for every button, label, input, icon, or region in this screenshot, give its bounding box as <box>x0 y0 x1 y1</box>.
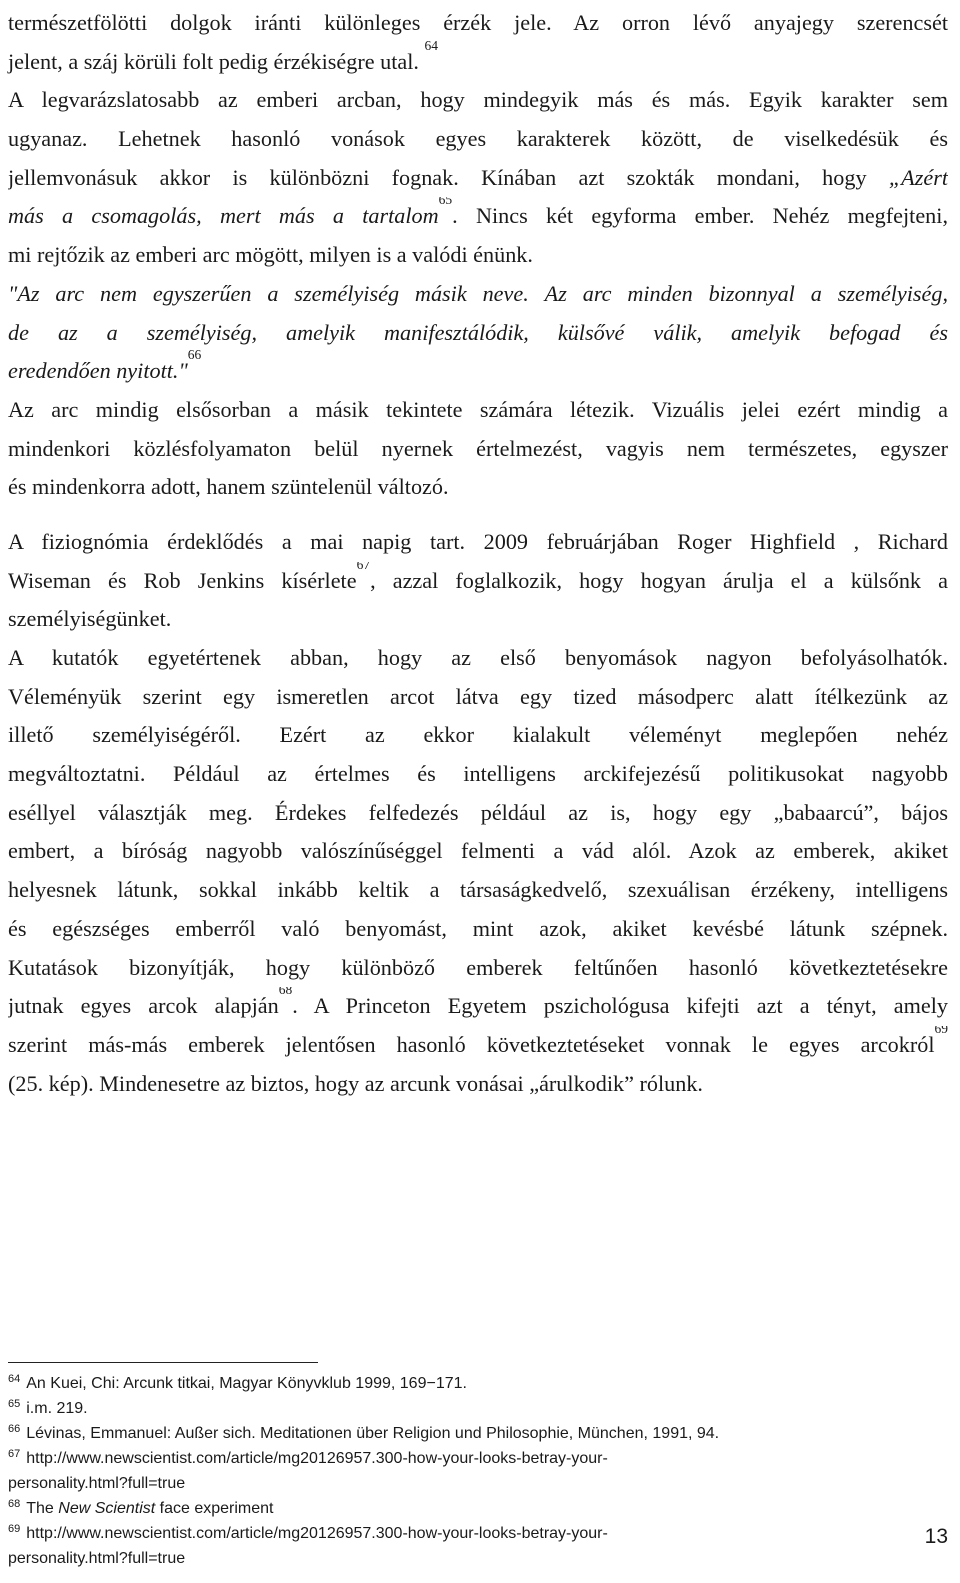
text-line <box>8 275 948 314</box>
footnote <box>8 1371 948 1396</box>
footnote-ref: 64 <box>424 37 438 53</box>
footnote-text: An Kuei, Chi: Arcunk titkai, Magyar Könyvklub 1999, 169−171. <box>26 1375 467 1392</box>
quote-open: „Azért <box>888 164 948 190</box>
text-line <box>8 910 948 949</box>
text-line <box>8 159 948 198</box>
line-text: embert, a bíróság nagyobb valószínűséggel felmenti a vád alól. Azok az emberek, akiket <box>8 838 948 864</box>
text-line <box>8 468 948 507</box>
footnote-ref: 65 <box>438 197 453 208</box>
footnote-number: 69 <box>8 1523 21 1535</box>
text-line <box>8 197 948 236</box>
footnote-link[interactable]: http://www.newscientist.com/article/mg20126957.300-how-your-looks-betray-your- <box>26 1450 608 1467</box>
text-line <box>8 37 948 82</box>
line-text: természetfölötti dolgok iránti különleges érzék jele. Az orron lévő anyajegy szerencsét <box>8 10 948 35</box>
line-text: mi rejtőzik az emberi arc mögött, milyen is a valódi énünk. <box>8 242 533 268</box>
text-line <box>8 678 948 717</box>
line-text: szerint más-más emberek jelentősen hasonló következtetéseket vonnak le egyes arcokról$^{69}$ <box>8 1032 948 1057</box>
line-text: és mindenkorra adott, hanem szüntelenül változó. <box>8 474 449 500</box>
body-text <box>8 0 948 1103</box>
line-text: "Az arc nem egyszerűen a személyiség másik neve. Az arc minden bizonnyal a személyiség, <box>8 280 948 306</box>
footnote-number: 65 <box>8 1398 21 1410</box>
text-line <box>8 755 948 794</box>
text-line <box>8 1026 948 1065</box>
line-text: jutnak egyes arcok alapján$^{68}$. A Princeton Egyetem pszichológusa kifejti azt a tényt, amely <box>8 993 948 1018</box>
footnote <box>8 1521 948 1546</box>
text-line <box>8 832 948 871</box>
line-text: személyiségünket. <box>8 606 172 632</box>
line-text: ugyanaz. Lehetnek hasonló vonások egyes karakterek között, de viselkedésük és <box>8 126 948 152</box>
text-line <box>8 120 948 159</box>
text-line <box>8 987 948 1026</box>
footnote-ref: 69 <box>934 1025 948 1036</box>
line-text: A legvarázslatosabb az emberi arcban, hogy mindegyik más és más. Egyik karakter sem <box>8 87 948 113</box>
line-text: Véleményük szerint egy ismeretlen arcot látva egy tized másodperc alatt ítélkezünk az <box>8 683 948 709</box>
footnote-text: i.m. 219. <box>26 1400 88 1417</box>
footnote-title: New Scientist <box>58 1500 156 1517</box>
line-text: helyesnek látunk, sokkal inkább keltik a társaságkedvelő, szexuálisan érzékeny, intelligens <box>8 877 948 903</box>
line-text: más a csomagolás, mert más a tartalom$^{65}$. Nincs két egyforma ember. Nehéz megfejteni, <box>8 203 948 228</box>
footnote-number: 66 <box>8 1423 21 1435</box>
footnote-number: 67 <box>8 1448 21 1460</box>
line-text: Az arc mindig elsősorban a másik tekintete számára létezik. Vizuális jelei ezért mindig a <box>8 396 948 422</box>
text-line <box>8 716 948 755</box>
line-text: eredendően nyitott."$^{66}$ <box>8 347 202 384</box>
line-text: Kutatások bizonyítják, hogy különböző emberek feltűnően hasonló következtetésekre <box>8 954 948 980</box>
text-line <box>8 236 948 275</box>
line-text: (25. kép). Mindenesetre az biztos, hogy az arcunk vonásai „árulkodik” rólunk. <box>8 1070 703 1096</box>
line-text: A kutatók egyetértenek abban, hogy az első benyomások nagyon befolyásolhatók. <box>8 645 948 670</box>
footnote-link-cont[interactable]: personality.html?full=true <box>8 1475 186 1492</box>
text-line <box>8 600 948 639</box>
text-line <box>8 347 948 391</box>
footnote-ref: 66 <box>187 347 202 363</box>
footnotes <box>8 1371 948 1571</box>
text-line <box>8 794 948 833</box>
footnote-number: 68 <box>8 1498 21 1510</box>
footnote-separator <box>8 1362 318 1363</box>
text-line <box>8 1065 948 1104</box>
text-line <box>8 949 948 988</box>
text-line <box>8 314 948 353</box>
footnote-link[interactable]: http://www.newscientist.com/article/mg20126957.300-how-your-looks-betray-your- <box>26 1525 608 1542</box>
text-line <box>8 562 948 601</box>
footnote-text: face experiment <box>155 1500 274 1517</box>
page-number: 13 <box>924 1525 948 1548</box>
line-text: jelent, a száj körüli folt pedig érzékiségre utal. <box>8 48 419 74</box>
footnote-ref: 68 <box>278 987 293 998</box>
footnote-number: 64 <box>8 1373 21 1385</box>
footnote <box>8 1396 948 1421</box>
line-text: mindenkori közlésfolyamaton belül nyernek értelmezést, vagyis nem természetes, egyszer <box>8 435 948 461</box>
line-text: eséllyel választják meg. Érdekes felfedezés például az is, hogy egy „babaarcú”, bájos <box>8 799 948 825</box>
text-line <box>8 430 948 469</box>
footnote <box>8 1446 948 1471</box>
line-text: A fiziognómia érdeklődés a mai napig tart. 2009 februárjában Roger Highfield , Richard <box>8 528 948 554</box>
footnote-link-cont[interactable]: personality.html?full=true <box>8 1550 186 1567</box>
line-text: megváltoztatni. Például az értelmes és intelligens arckifejezésű politikusokat nagyobb <box>8 761 948 787</box>
line-text: és egészséges emberről való benyomást, mint azok, akiket kevésbé látunk szépnek. <box>8 915 948 941</box>
footnote-continuation[interactable] <box>8 1471 948 1496</box>
footnote <box>8 1496 948 1521</box>
footnote-ref: 67 <box>356 561 371 572</box>
line-text: de az a személyiség, amelyik manifesztálódik, külsővé válik, amelyik befogad és <box>8 319 948 345</box>
text-line <box>8 871 948 910</box>
footnote-text: The <box>26 1500 59 1517</box>
text-line <box>8 523 948 562</box>
text-line <box>8 639 948 678</box>
text-line <box>8 81 948 120</box>
footnote <box>8 1421 948 1446</box>
line-text: Wiseman és Rob Jenkins kísérlete$^{67}$, azzal foglalkozik, hogy hogyan árulja el a külsőnk a <box>8 568 948 593</box>
footnote-text: Lévinas, Emmanuel: Außer sich. Meditationen über Religion und Philosophie, München, 1991, 94. <box>26 1425 720 1442</box>
line-text: jellemvonásuk akkor is különbözni fognak. Kínában azt szokták mondani, hogy „Azért <box>8 164 948 190</box>
line-text: illető személyiségéről. Ezért az ekkor kialakult véleményt meglepően nehéz <box>8 722 948 748</box>
text-line <box>8 4 948 43</box>
text-line <box>8 391 948 430</box>
footnote-continuation[interactable] <box>8 1546 948 1571</box>
